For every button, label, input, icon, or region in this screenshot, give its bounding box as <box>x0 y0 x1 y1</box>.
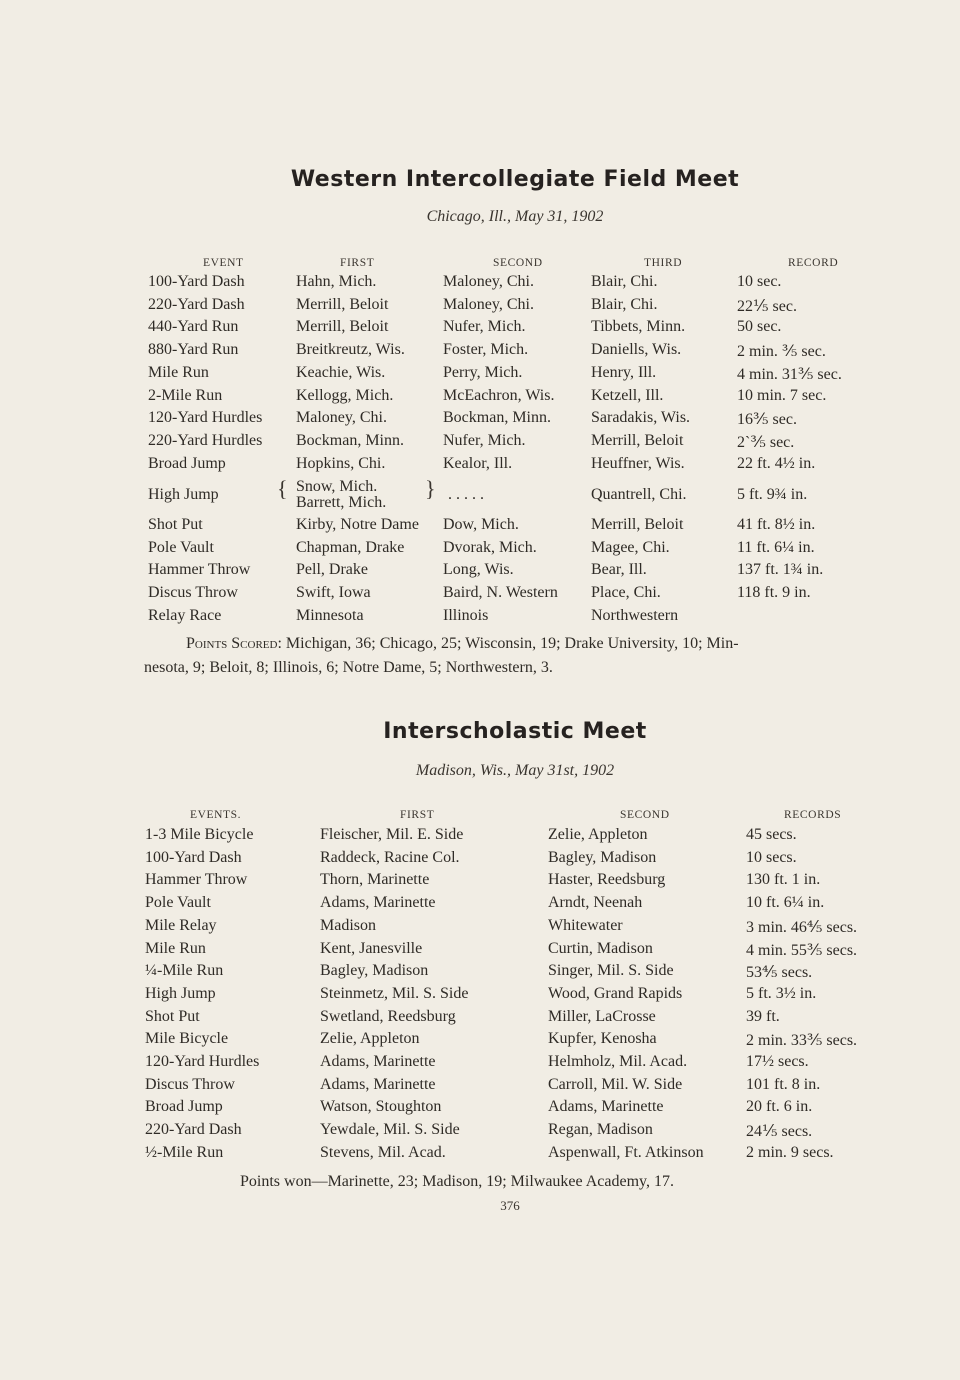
header-event: EVENT <box>203 257 244 269</box>
first-cell: Swift, Iowa <box>296 584 371 602</box>
third-cell: Heuffner, Wis. <box>591 454 685 472</box>
record-cell: 22 ft. 4½ in. <box>737 454 816 472</box>
event-cell: Mile Bicycle <box>145 1030 229 1048</box>
table-row <box>0 826 960 848</box>
table-row <box>0 1053 960 1075</box>
event-cell: Hammer Throw <box>148 561 251 579</box>
left-brace: { <box>277 476 288 501</box>
third-cell: Blair, Chi. <box>591 295 658 313</box>
record-cell: 24⅕ secs. <box>746 1123 813 1141</box>
second-cell: Carroll, Mil. W. Side <box>548 1075 683 1093</box>
table-row <box>0 584 960 606</box>
table-row <box>0 985 960 1007</box>
record-cell: 2`⅗ sec. <box>737 433 795 451</box>
event-cell: Discus Throw <box>148 584 238 602</box>
third-cell: Merrill, Beloit <box>591 516 684 533</box>
record-cell: 53⅘ secs. <box>746 964 813 982</box>
event-cell: Mile Run <box>148 363 209 381</box>
header-third: THIRD <box>644 257 683 269</box>
second-cell: Miller, LaCrosse <box>548 1007 656 1025</box>
event-cell: 220-Yard Hurdles <box>148 431 263 449</box>
second-cell: Maloney, Chi. <box>443 273 534 290</box>
first-cell: Thorn, Marinette <box>320 871 430 889</box>
second-cell: Adams, Marinette <box>548 1098 664 1116</box>
second-cell: Nufer, Mich. <box>443 318 526 336</box>
third-cell: Bear, Ill. <box>591 561 647 579</box>
first-cell-a: Snow, Mich. <box>296 478 378 495</box>
table-row <box>0 273 960 295</box>
first-cell: Kent, Janesville <box>320 939 423 957</box>
page-number: 376 <box>500 1198 520 1213</box>
event-cell: 440-Yard Run <box>148 318 239 336</box>
first-cell: Adams, Marinette <box>320 1053 436 1070</box>
first-cell: Kellogg, Mich. <box>296 386 394 404</box>
first-cell: Merrill, Beloit <box>296 295 389 313</box>
event-cell: Mile Run <box>145 939 206 957</box>
interscholastic-points: Points won—Marinette, 23; Madison, 19; Milwaukee Academy, 17. <box>240 1173 675 1190</box>
western-points-line1 <box>186 632 906 656</box>
event-cell: ½-Mile Run <box>145 1143 224 1161</box>
first-cell: Keachie, Wis. <box>296 363 386 381</box>
first-cell: Adams, Marinette <box>320 894 436 912</box>
header-first: FIRST <box>400 809 435 821</box>
third-cell: Quantrell, Chi. <box>591 486 687 503</box>
event-cell: 220-Yard Dash <box>145 1121 242 1139</box>
event-cell: Shot Put <box>148 516 203 533</box>
third-cell: Saradakis, Wis. <box>591 409 691 427</box>
third-cell: Henry, Ill. <box>591 363 657 381</box>
record-cell: 10 min. 7 sec. <box>737 386 827 404</box>
record-cell: 10 secs. <box>746 848 797 866</box>
header-first: FIRST <box>340 257 375 269</box>
table-row-high-jump <box>0 476 960 511</box>
first-cell: Madison <box>320 916 376 934</box>
record-cell: 130 ft. 1 in. <box>746 871 821 889</box>
event-cell: Broad Jump <box>145 1098 223 1116</box>
first-cell: Fleischer, Mil. E. Side <box>320 826 464 843</box>
first-cell: Adams, Marinette <box>320 1075 436 1093</box>
record-cell: 5 ft. 9¾ in. <box>737 486 808 503</box>
event-cell: 120-Yard Hurdles <box>145 1053 260 1070</box>
record-cell: 45 secs. <box>746 826 797 843</box>
header-second: SECOND <box>620 809 670 821</box>
second-cell: Bagley, Madison <box>548 848 657 866</box>
first-cell: Swetland, Reedsburg <box>320 1007 456 1025</box>
header-record: RECORD <box>788 257 839 269</box>
first-cell: Bagley, Madison <box>320 962 429 980</box>
record-cell: 4 min. 55⅗ secs. <box>746 941 858 959</box>
second-cell: Maloney, Chi. <box>443 295 534 313</box>
second-cell: Whitewater <box>548 916 623 934</box>
first-cell: Raddeck, Racine Col. <box>320 848 460 866</box>
table-row <box>0 607 960 629</box>
points-label: Points Scored: <box>186 635 282 652</box>
second-cell: Regan, Madison <box>548 1121 653 1139</box>
event-cell: Hammer Throw <box>145 871 248 889</box>
table-row <box>0 516 960 538</box>
table-row <box>0 1121 960 1143</box>
second-cell: Arndt, Neenah <box>548 894 643 912</box>
second-cell: Dow, Mich. <box>443 516 519 533</box>
event-cell: Pole Vault <box>148 538 214 556</box>
second-cell: Singer, Mil. S. Side <box>548 962 674 980</box>
event-cell: High Jump <box>145 984 216 1002</box>
first-cell: Breitkreutz, Wis. <box>296 341 405 359</box>
record-cell: 11 ft. 6¼ in. <box>737 538 815 556</box>
second-cell: . . . . . <box>448 486 484 503</box>
record-cell: 22⅕ sec. <box>737 297 797 315</box>
event-cell: Broad Jump <box>148 454 226 472</box>
right-brace: } <box>425 476 436 501</box>
table-row <box>0 318 960 340</box>
western-points-line2: nesota, 9; Beloit, 8; Illinois, 6; Notre Dame, 5; Northwestern, 3. <box>144 659 553 676</box>
table-row <box>0 1144 960 1166</box>
second-cell: Baird, N. Western <box>443 584 558 602</box>
table-row <box>0 455 960 477</box>
second-cell: Wood, Grand Rapids <box>548 984 683 1002</box>
header-second: SECOND <box>493 257 543 269</box>
second-cell: Zelie, Appleton <box>548 826 648 843</box>
second-cell: McEachron, Wis. <box>443 386 555 404</box>
first-cell: Bockman, Minn. <box>296 431 404 449</box>
record-cell: 16⅗ sec. <box>737 411 797 429</box>
event-cell: 2-Mile Run <box>148 386 223 404</box>
second-cell: Foster, Mich. <box>443 341 529 359</box>
table-row <box>0 1008 960 1030</box>
event-cell: 880-Yard Run <box>148 341 239 359</box>
table-row <box>0 432 960 454</box>
third-cell: Tibbets, Minn. <box>591 318 686 336</box>
first-cell: Hahn, Mich. <box>296 273 377 290</box>
second-cell: Dvorak, Mich. <box>443 538 537 556</box>
event-cell: 220-Yard Dash <box>148 295 245 313</box>
table-row <box>0 539 960 561</box>
record-cell: 101 ft. 8 in. <box>746 1075 821 1093</box>
second-cell: Helmholz, Mil. Acad. <box>548 1053 688 1070</box>
event-cell: Mile Relay <box>145 916 217 934</box>
first-cell: Stevens, Mil. Acad. <box>320 1143 446 1161</box>
record-cell: 41 ft. 8½ in. <box>737 516 816 533</box>
record-cell: 20 ft. 6 in. <box>746 1098 813 1116</box>
third-cell: Place, Chi. <box>591 584 661 602</box>
third-cell: Merrill, Beloit <box>591 431 684 449</box>
third-cell: Ketzell, Ill. <box>591 386 664 404</box>
event-cell: 100-Yard Dash <box>148 273 245 290</box>
event-cell: High Jump <box>148 486 219 503</box>
record-cell: 2 min. 9 secs. <box>746 1143 834 1161</box>
record-cell: 39 ft. <box>746 1007 780 1025</box>
table-row <box>0 1030 960 1052</box>
event-cell: Discus Throw <box>145 1075 235 1093</box>
third-cell: Magee, Chi. <box>591 538 670 556</box>
record-cell: 118 ft. 9 in. <box>737 584 811 602</box>
first-cell: Hopkins, Chi. <box>296 454 386 472</box>
second-cell: Perry, Mich. <box>443 363 523 381</box>
record-cell: 137 ft. 1¾ in. <box>737 561 824 579</box>
second-cell: Kealor, Ill. <box>443 454 513 472</box>
interscholastic-subtitle: Madison, Wis., May 31st, 1902 <box>415 762 615 779</box>
record-cell: 5 ft. 3½ in. <box>746 984 817 1002</box>
western-subtitle: Chicago, Ill., May 31, 1902 <box>426 208 604 225</box>
record-cell: 2 min. 33⅗ secs. <box>746 1032 858 1050</box>
points-text: Michigan, 36; Chicago, 25; Wisconsin, 19; Drake University, 10; Min- <box>281 635 739 652</box>
event-cell: 100-Yard Dash <box>145 848 242 866</box>
table-row <box>0 962 960 984</box>
table-row <box>0 1098 960 1120</box>
first-cell-b: Barrett, Mich. <box>296 494 387 511</box>
table-row <box>0 940 960 962</box>
table-row <box>0 561 960 583</box>
table-row <box>0 387 960 409</box>
third-cell: Daniells, Wis. <box>591 341 682 359</box>
record-cell: 10 sec. <box>737 273 782 290</box>
second-cell: Bockman, Minn. <box>443 409 551 427</box>
first-cell: Minnesota <box>296 606 364 624</box>
first-cell: Watson, Stoughton <box>320 1098 442 1116</box>
record-cell: 17½ secs. <box>746 1053 809 1070</box>
second-cell: Aspenwall, Ft. Atkinson <box>548 1143 704 1161</box>
first-cell: Zelie, Appleton <box>320 1030 420 1048</box>
first-cell: Pell, Drake <box>296 561 368 579</box>
interscholastic-title: Interscholastic Meet <box>383 719 647 744</box>
first-cell: Maloney, Chi. <box>296 409 387 427</box>
record-cell: 50 sec. <box>737 318 782 336</box>
second-cell: Nufer, Mich. <box>443 431 526 449</box>
first-cell: Merrill, Beloit <box>296 318 389 336</box>
record-cell: 10 ft. 6¼ in. <box>746 894 825 912</box>
table-row <box>0 409 960 431</box>
first-cell: Kirby, Notre Dame <box>296 516 419 533</box>
event-cell: Shot Put <box>145 1007 200 1025</box>
table-row <box>0 296 960 318</box>
header-events: EVENTS. <box>190 809 242 821</box>
first-cell: Steinmetz, Mil. S. Side <box>320 984 469 1002</box>
record-cell: 3 min. 46⅘ secs. <box>746 918 858 936</box>
table-row <box>0 364 960 386</box>
third-cell: Blair, Chi. <box>591 273 658 290</box>
third-cell: Northwestern <box>591 606 679 624</box>
event-cell: Relay Race <box>148 606 222 624</box>
record-cell: 2 min. ⅗ sec. <box>737 343 826 361</box>
event-cell: Pole Vault <box>145 894 211 912</box>
second-cell: Illinois <box>443 606 489 624</box>
event-cell: ¼-Mile Run <box>145 962 224 980</box>
second-cell: Long, Wis. <box>443 561 514 579</box>
table-row <box>0 341 960 363</box>
western-title: Western Intercollegiate Field Meet <box>290 167 740 192</box>
second-cell: Kupfer, Kenosha <box>548 1030 657 1048</box>
event-cell: 120-Yard Hurdles <box>148 409 263 427</box>
table-row <box>0 849 960 871</box>
table-row <box>0 1076 960 1098</box>
table-row <box>0 871 960 893</box>
record-cell: 4 min. 31⅗ sec. <box>737 365 842 383</box>
first-cell: Yewdale, Mil. S. Side <box>320 1121 460 1139</box>
first-cell: Chapman, Drake <box>296 538 405 556</box>
event-cell: 1-3 Mile Bicycle <box>145 826 254 843</box>
header-records: RECORDS <box>784 809 842 821</box>
second-cell: Haster, Reedsburg <box>548 871 666 889</box>
table-row <box>0 917 960 939</box>
table-row <box>0 894 960 916</box>
second-cell: Curtin, Madison <box>548 939 653 957</box>
